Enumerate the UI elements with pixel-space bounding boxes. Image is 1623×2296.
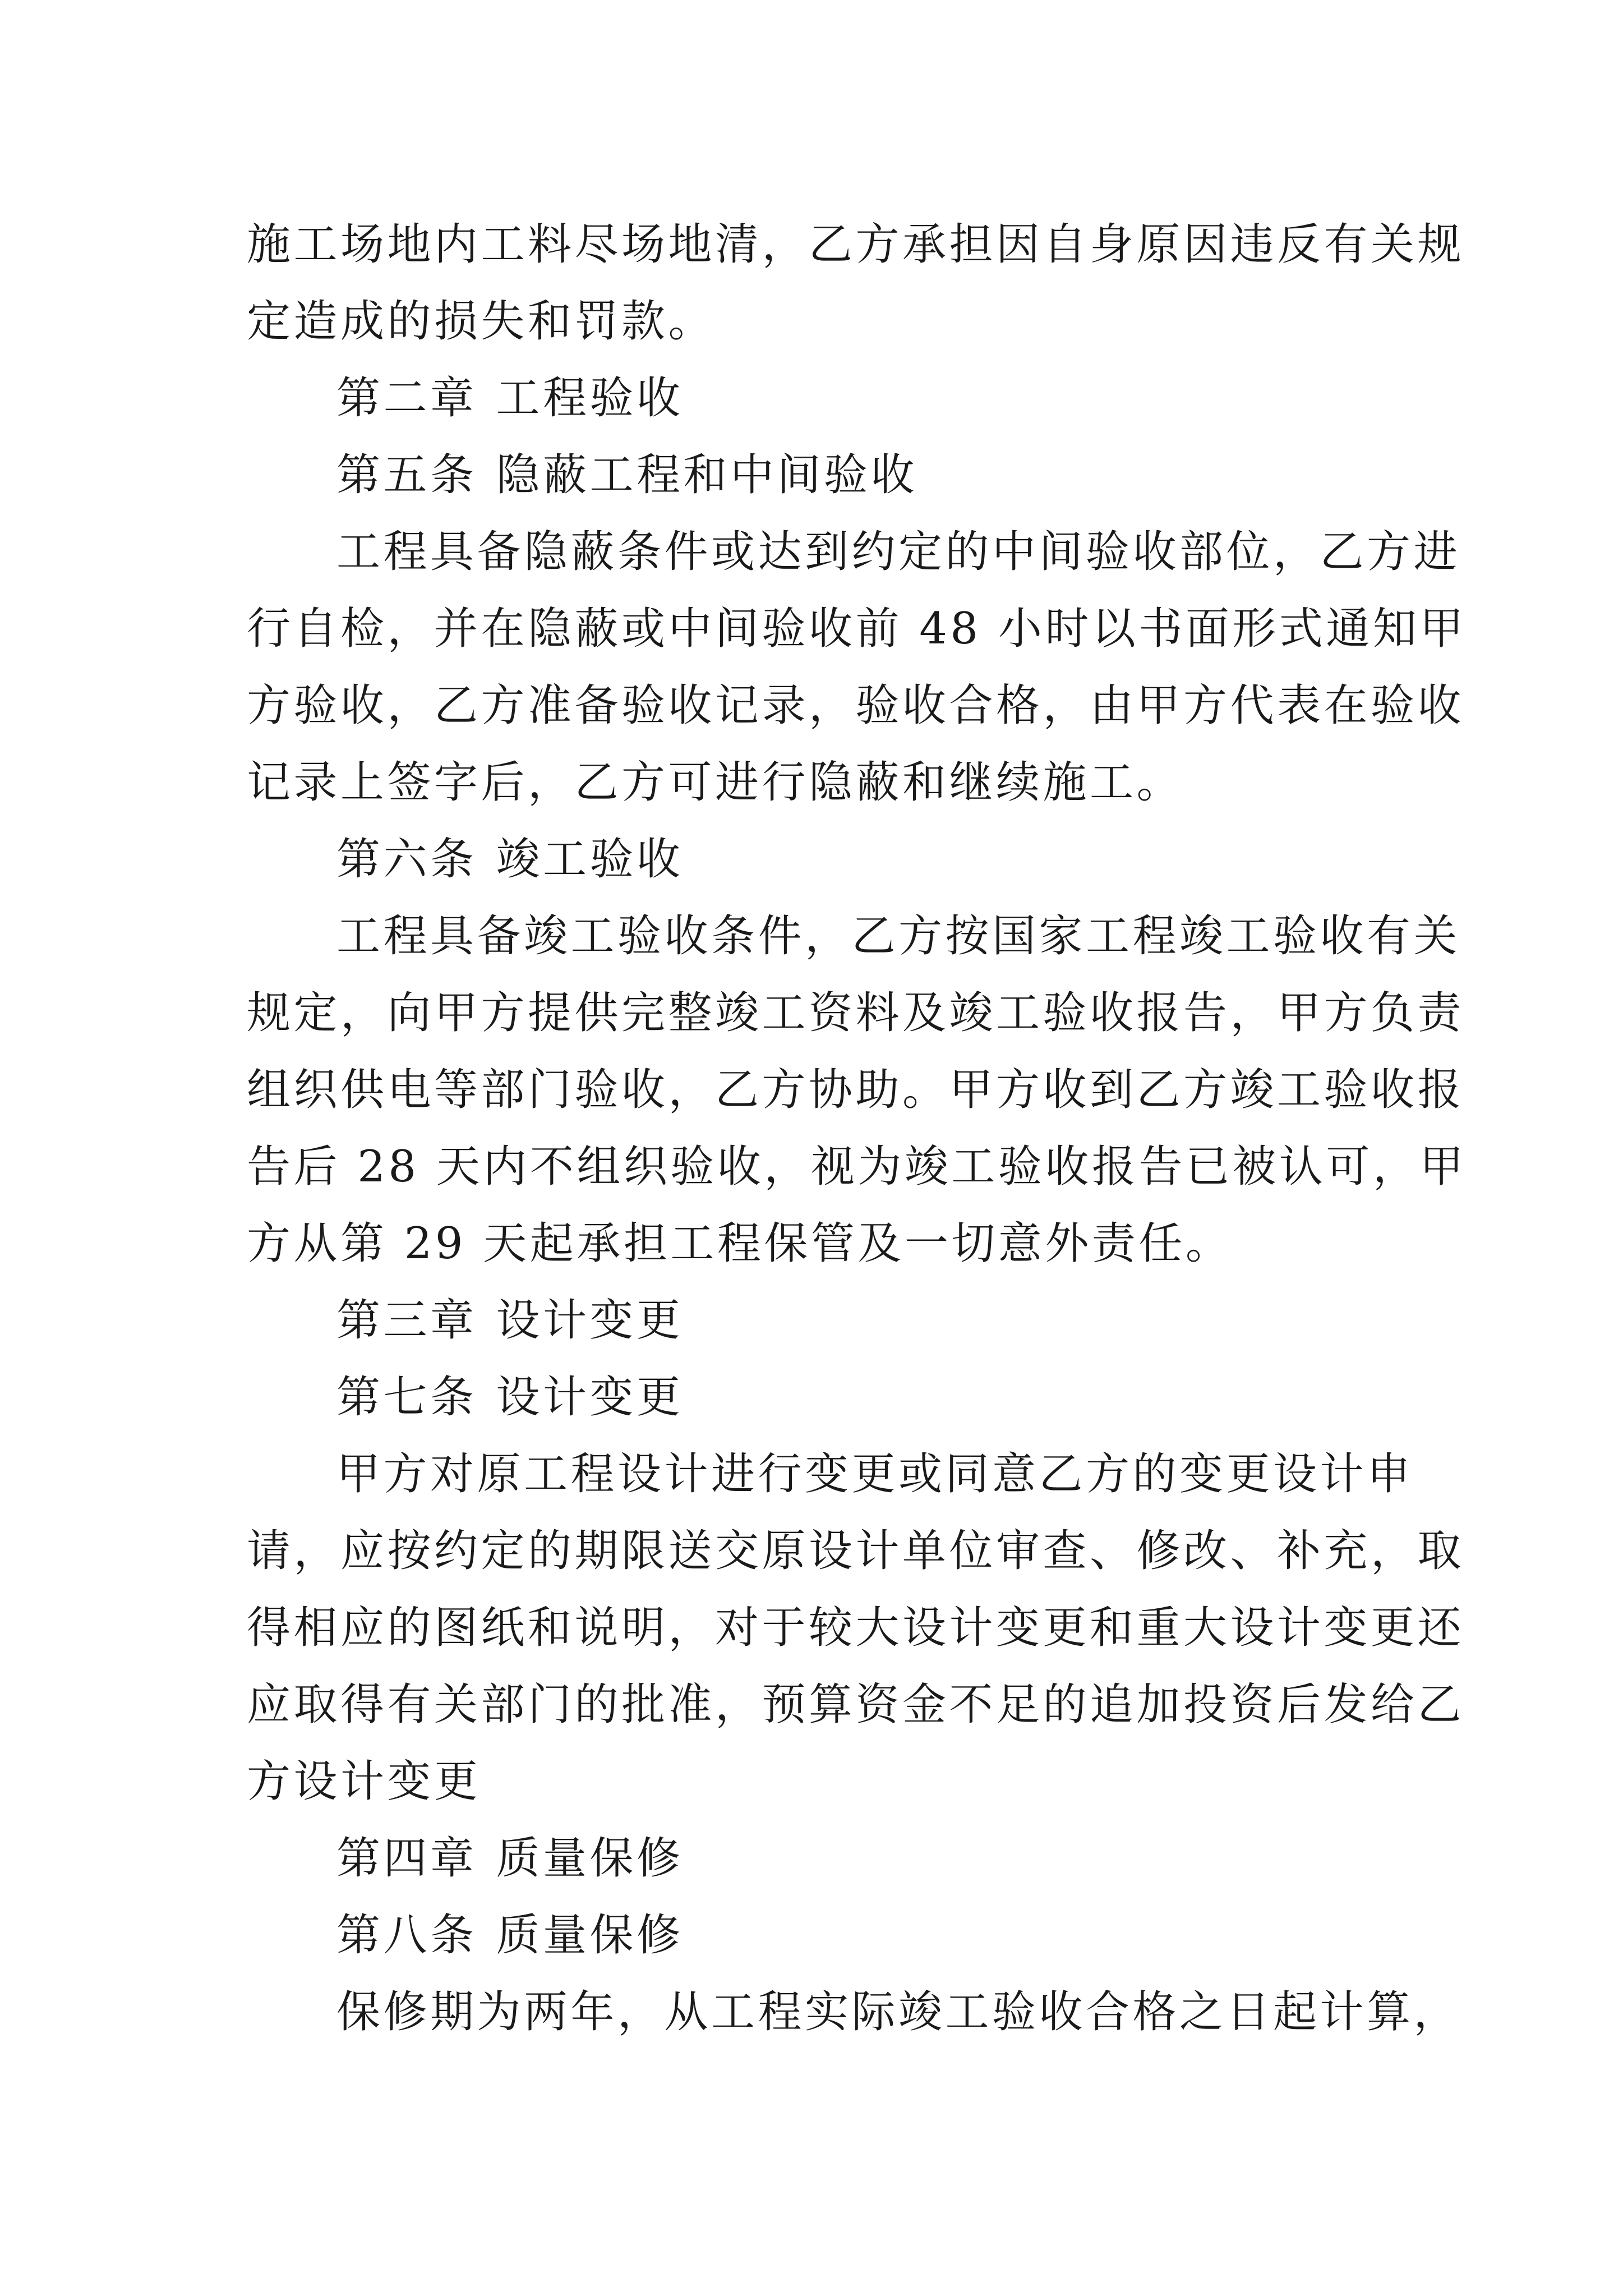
article-heading [247, 1359, 1386, 1436]
paragraph [247, 898, 1467, 1282]
text-line: 请，应按约定的期限送交原设计单位审查、修改、补充，取 [247, 1526, 1465, 1576]
chapter-number: 第二章 [336, 373, 477, 424]
article-heading [247, 437, 1386, 514]
text-line: 方设计变更 [247, 1756, 481, 1807]
text-line: 记录上签字后，乙方可进行隐蔽和继续施工。 [247, 757, 1184, 808]
text-line: 规定，向甲方提供完整竣工资料及竣工验收报告，甲方负责 [247, 988, 1465, 1038]
chapter-number: 第四章 [336, 1833, 477, 1884]
article-number: 第八条 [336, 1910, 477, 1961]
chapter-title: 质量保修 [496, 1833, 684, 1884]
document-page [247, 206, 1467, 2051]
article-title: 竣工验收 [496, 834, 684, 885]
text-line: 得相应的图纸和说明，对于较大设计变更和重大设计变更还 [247, 1603, 1465, 1653]
text-line: 施工场地内工料尽场地清，乙方承担因自身原因违反有关规 [247, 219, 1465, 270]
text-line: 方验收，乙方准备验收记录，验收合格，由甲方代表在验收 [247, 680, 1465, 731]
text-line: 告后 28 天内不组织验收，视为竣工验收报告已被认可，甲 [247, 1142, 1467, 1192]
article-number: 第五条 [336, 450, 477, 500]
article-heading [247, 1897, 1386, 1974]
chapter-title: 工程验收 [496, 373, 684, 424]
article-title: 设计变更 [496, 1372, 684, 1423]
chapter-heading [247, 1282, 1386, 1359]
paragraph [247, 514, 1467, 821]
text-line: 应取得有关部门的批准，预算资金不足的追加投资后发给乙 [247, 1680, 1465, 1730]
paragraph [247, 1974, 1461, 2051]
text-line: 方从第 29 天起承担工程保管及一切意外责任。 [247, 1218, 1233, 1269]
article-title: 隐蔽工程和中间验收 [496, 450, 918, 500]
text-line-first: 工程具备隐蔽条件或达到约定的中间验收部位，乙方进 [336, 527, 1461, 577]
chapter-heading [247, 360, 1386, 437]
chapter-number: 第三章 [336, 1295, 477, 1346]
text-line: 行自检，并在隐蔽或中间验收前 48 小时以书面形式通知甲 [247, 604, 1467, 654]
text-line-first: 工程具备竣工验收条件，乙方按国家工程竣工验收有关 [336, 911, 1461, 961]
text-line: 定造成的损失和罚款。 [247, 296, 716, 347]
chapter-title: 设计变更 [496, 1295, 684, 1346]
text-line-first: 保修期为两年，从工程实际竣工验收合格之日起计算， [336, 1987, 1461, 2037]
article-heading [247, 821, 1386, 898]
text-line-first: 甲方对原工程设计进行变更或同意乙方的变更设计申 [336, 1449, 1414, 1499]
article-number: 第七条 [336, 1372, 477, 1423]
chapter-heading [247, 1820, 1386, 1897]
paragraph [247, 1436, 1465, 1820]
article-title: 质量保修 [496, 1910, 684, 1961]
text-line: 组织供电等部门验收，乙方协助。甲方收到乙方竣工验收报 [247, 1065, 1465, 1115]
article-number: 第六条 [336, 834, 477, 885]
paragraph-continued [247, 206, 1465, 360]
